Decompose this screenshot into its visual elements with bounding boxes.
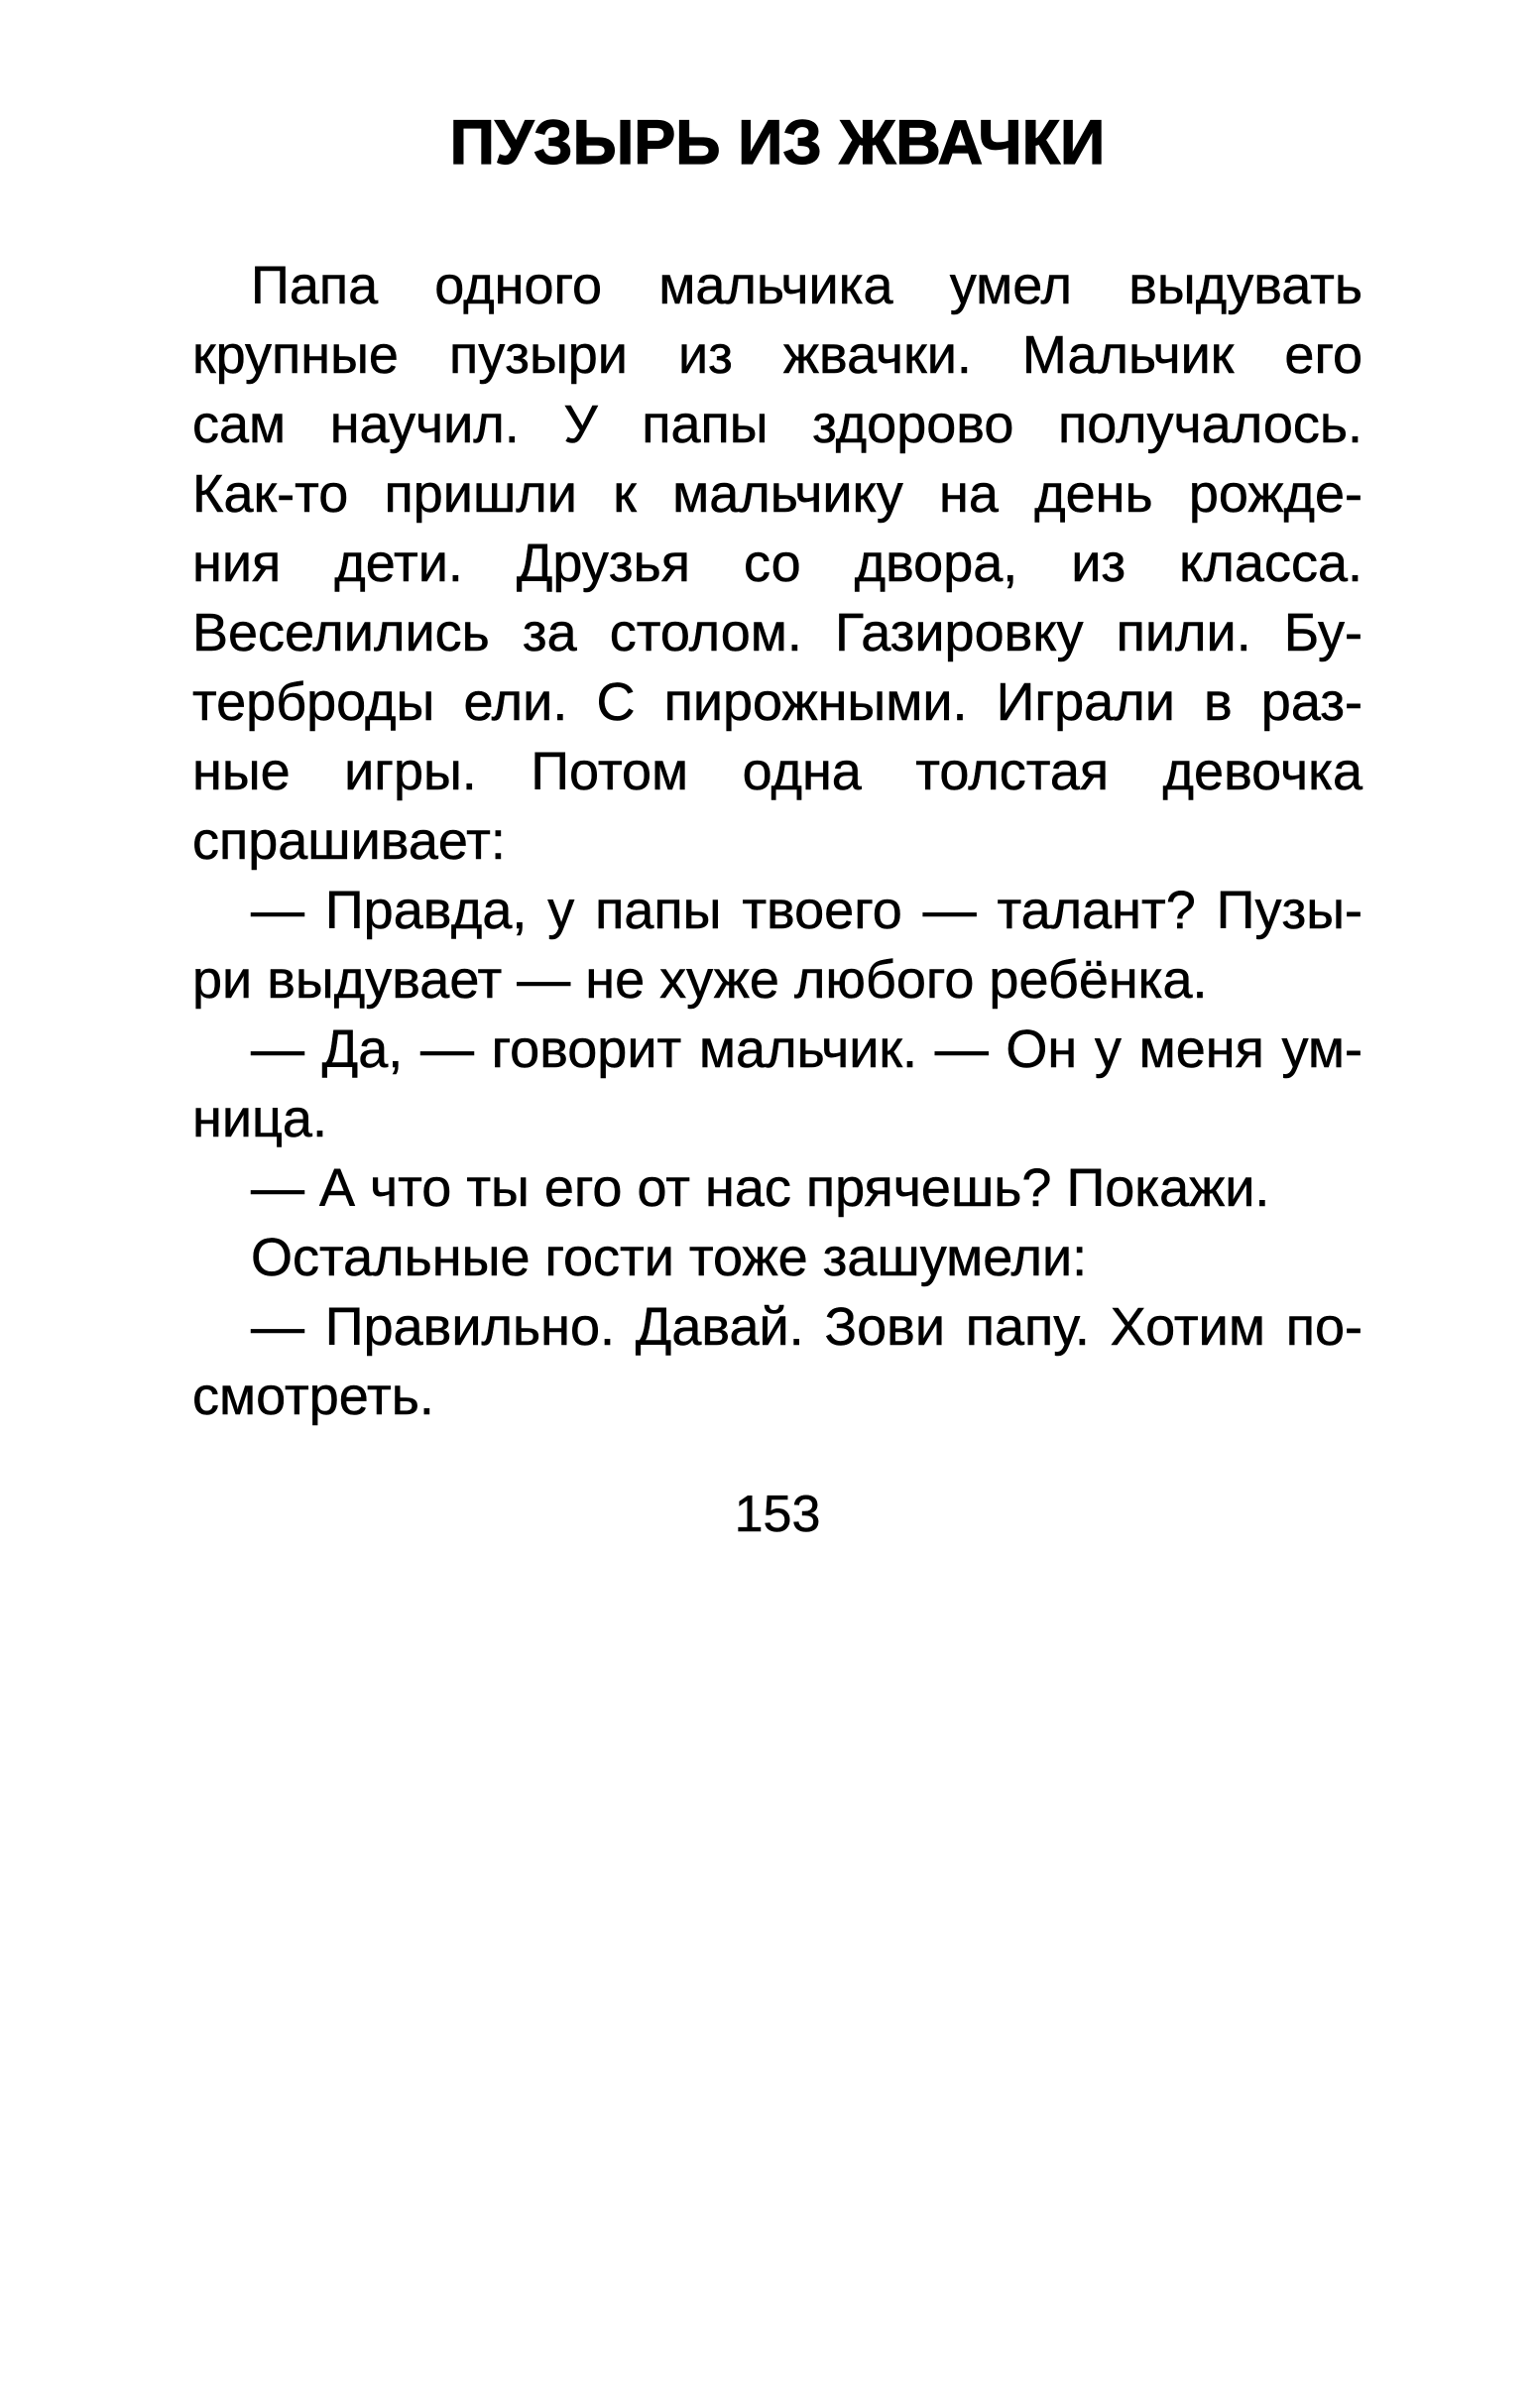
page-number: 153 [734, 1486, 821, 1543]
text-line: — А что ты его от нас прячешь? Покажи. [251, 1158, 1270, 1218]
text-line: Веселились за столом. Газировку пили. Бу- [192, 603, 1362, 662]
text-line: Папа одного мальчика умел выдувать [251, 256, 1362, 315]
paragraph-dialogue-talent [192, 876, 1362, 1015]
text-line: крупные пузыри из жвачки. Мальчик его [192, 325, 1362, 385]
chapter-body [192, 251, 1362, 1431]
text-line: ные игры. Потом одна толстая девочка [192, 742, 1362, 801]
paragraph-intro [192, 251, 1362, 876]
text-line: — Правильно. Давай. Зови папу. Хотим по- [251, 1297, 1362, 1357]
text-line: смотреть. [192, 1367, 434, 1426]
text-line: Остальные гости тоже зашумели: [251, 1228, 1088, 1287]
text-line: спрашивает: [192, 811, 506, 871]
paragraph-dialogue-show [192, 1153, 1362, 1223]
paragraph-dialogue-boy [192, 1015, 1362, 1153]
text-line: ри выдувает — не хуже любого ребёнка. [192, 950, 1208, 1010]
text-line: Как-то пришли к мальчику на день рожде- [192, 464, 1362, 524]
paragraph-guests [192, 1223, 1362, 1292]
text-line: сам научил. У папы здорово получалось. [192, 395, 1362, 454]
text-line: — Да, — говорит мальчик. — Он у меня ум- [251, 1019, 1362, 1079]
paragraph-dialogue-call-dad [192, 1292, 1362, 1431]
text-line: ница. [192, 1089, 327, 1148]
text-line: ния дети. Друзья со двора, из класса. [192, 534, 1362, 593]
text-line: — Правда, у папы твоего — талант? Пузы- [251, 881, 1362, 940]
text-line: терброды ели. С пирожными. Играли в раз- [192, 672, 1362, 732]
chapter-title: ПУЗЫРЬ ИЗ ЖВАЧКИ [449, 108, 1106, 178]
